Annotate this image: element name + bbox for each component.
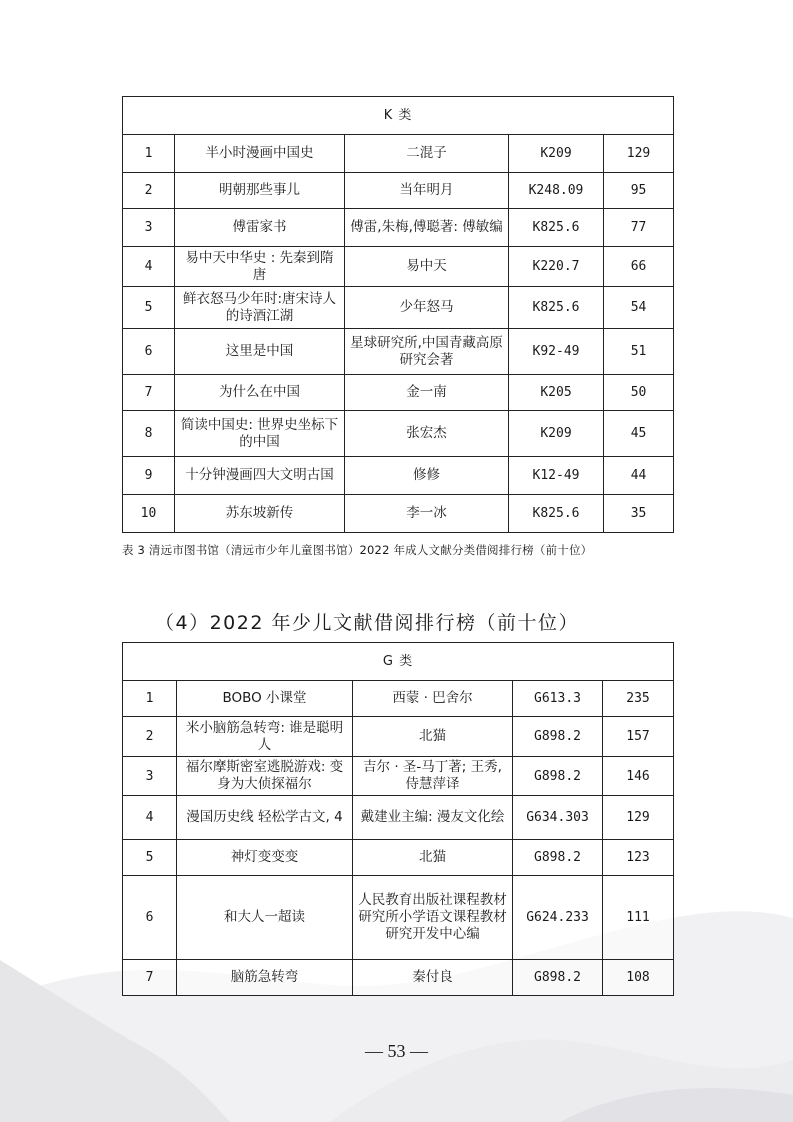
book-author: 李一冰	[345, 495, 509, 533]
classification-code: K209	[509, 411, 604, 457]
book-title: 苏东坡新传	[175, 495, 345, 533]
book-author: 人民教育出版社课程教材研究所小学语文课程教材研究开发中心编	[353, 876, 513, 960]
borrow-count: 66	[604, 247, 674, 287]
table-caption: 表 3 清远市图书馆（清远市少年儿童图书馆）2022 年成人文献分类借阅排行榜（前十位）	[122, 543, 593, 557]
borrow-count: 44	[604, 457, 674, 495]
book-author: 西蒙 · 巴舍尔	[353, 681, 513, 717]
row-number: 1	[123, 681, 177, 717]
borrow-count: 50	[604, 375, 674, 411]
row-number: 3	[123, 209, 175, 247]
table-row	[123, 375, 674, 411]
table-row	[123, 681, 674, 717]
classification-code: G898.2	[513, 757, 603, 796]
row-number: 4	[123, 247, 175, 287]
borrow-count: 129	[603, 796, 674, 840]
classification-code: G898.2	[513, 717, 603, 757]
table-category-k	[122, 96, 674, 533]
classification-code: K205	[509, 375, 604, 411]
book-author: 星球研究所,中国青藏高原研究会著	[345, 329, 509, 375]
category-header: K 类	[123, 97, 674, 135]
borrow-count: 146	[603, 757, 674, 796]
row-number: 2	[123, 717, 177, 757]
borrow-count: 235	[603, 681, 674, 717]
book-author: 戴建业主编: 漫友文化绘	[353, 796, 513, 840]
row-number: 10	[123, 495, 175, 533]
table-row	[123, 960, 674, 996]
table-header-row	[123, 643, 674, 681]
classification-code: G634.303	[513, 796, 603, 840]
book-author: 张宏杰	[345, 411, 509, 457]
book-author: 秦付良	[353, 960, 513, 996]
classification-code: K825.6	[509, 495, 604, 533]
book-title: 米小脑筋急转弯: 谁是聪明人	[177, 717, 353, 757]
row-number: 5	[123, 840, 177, 876]
book-title: 福尔摩斯密室逃脱游戏: 变身为大侦探福尔	[177, 757, 353, 796]
borrow-count: 51	[604, 329, 674, 375]
row-number: 3	[123, 757, 177, 796]
borrow-count: 35	[604, 495, 674, 533]
book-title: 半小时漫画中国史	[175, 135, 345, 173]
book-title: 傅雷家书	[175, 209, 345, 247]
table-row	[123, 457, 674, 495]
book-author: 北猫	[353, 717, 513, 757]
book-author: 金一南	[345, 375, 509, 411]
row-number: 1	[123, 135, 175, 173]
table-row	[123, 173, 674, 209]
table-row	[123, 495, 674, 533]
table-row	[123, 757, 674, 796]
classification-code: G898.2	[513, 840, 603, 876]
table-row	[123, 796, 674, 840]
book-title: 简读中国史: 世界史坐标下的中国	[175, 411, 345, 457]
classification-code: K209	[509, 135, 604, 173]
table-row	[123, 329, 674, 375]
table-row	[123, 717, 674, 757]
classification-code: G898.2	[513, 960, 603, 996]
borrow-count: 123	[603, 840, 674, 876]
row-number: 6	[123, 876, 177, 960]
borrow-count: 45	[604, 411, 674, 457]
borrow-count: 129	[604, 135, 674, 173]
section-heading: （4）2022 年少儿文献借阅排行榜（前十位）	[155, 612, 579, 634]
book-author: 当年明月	[345, 173, 509, 209]
book-title: 神灯变变变	[177, 840, 353, 876]
classification-code: K825.6	[509, 209, 604, 247]
book-title: 脑筋急转弯	[177, 960, 353, 996]
book-title: 这里是中国	[175, 329, 345, 375]
table-row	[123, 209, 674, 247]
book-title: 易中天中华史 : 先秦到隋唐	[175, 247, 345, 287]
book-title: 十分钟漫画四大文明古国	[175, 457, 345, 495]
classification-code: K92-49	[509, 329, 604, 375]
borrow-count: 108	[603, 960, 674, 996]
classification-code: K248.09	[509, 173, 604, 209]
book-author: 二混子	[345, 135, 509, 173]
borrow-count: 54	[604, 287, 674, 329]
row-number: 2	[123, 173, 175, 209]
page-number: — 53 —	[365, 1041, 428, 1061]
table-row	[123, 876, 674, 960]
classification-code: K12-49	[509, 457, 604, 495]
book-author: 北猫	[353, 840, 513, 876]
book-title: 鲜衣怒马少年时:唐宋诗人的诗酒江湖	[175, 287, 345, 329]
classification-code: K825.6	[509, 287, 604, 329]
table-row	[123, 135, 674, 173]
row-number: 8	[123, 411, 175, 457]
table-header-row	[123, 97, 674, 135]
book-author: 修修	[345, 457, 509, 495]
row-number: 4	[123, 796, 177, 840]
book-author: 易中天	[345, 247, 509, 287]
book-title: BOBO 小课堂	[177, 681, 353, 717]
category-header: G 类	[123, 643, 674, 681]
borrow-count: 157	[603, 717, 674, 757]
classification-code: G624.233	[513, 876, 603, 960]
borrow-count: 111	[603, 876, 674, 960]
table-category-g	[122, 642, 674, 996]
table-row	[123, 411, 674, 457]
book-title: 和大人一超读	[177, 876, 353, 960]
table-row	[123, 840, 674, 876]
row-number: 6	[123, 329, 175, 375]
book-author: 傅雷,朱梅,傅聪著: 傅敏编	[345, 209, 509, 247]
borrow-count: 77	[604, 209, 674, 247]
table-row	[123, 247, 674, 287]
row-number: 9	[123, 457, 175, 495]
book-title: 漫国历史线 轻松学古文, 4	[177, 796, 353, 840]
classification-code: G613.3	[513, 681, 603, 717]
book-author: 吉尔 · 圣-马丁著; 王秀, 侍慧萍译	[353, 757, 513, 796]
book-title: 为什么在中国	[175, 375, 345, 411]
borrow-count: 95	[604, 173, 674, 209]
book-title: 明朝那些事儿	[175, 173, 345, 209]
row-number: 5	[123, 287, 175, 329]
row-number: 7	[123, 960, 177, 996]
row-number: 7	[123, 375, 175, 411]
table-row	[123, 287, 674, 329]
classification-code: K220.7	[509, 247, 604, 287]
book-author: 少年怒马	[345, 287, 509, 329]
